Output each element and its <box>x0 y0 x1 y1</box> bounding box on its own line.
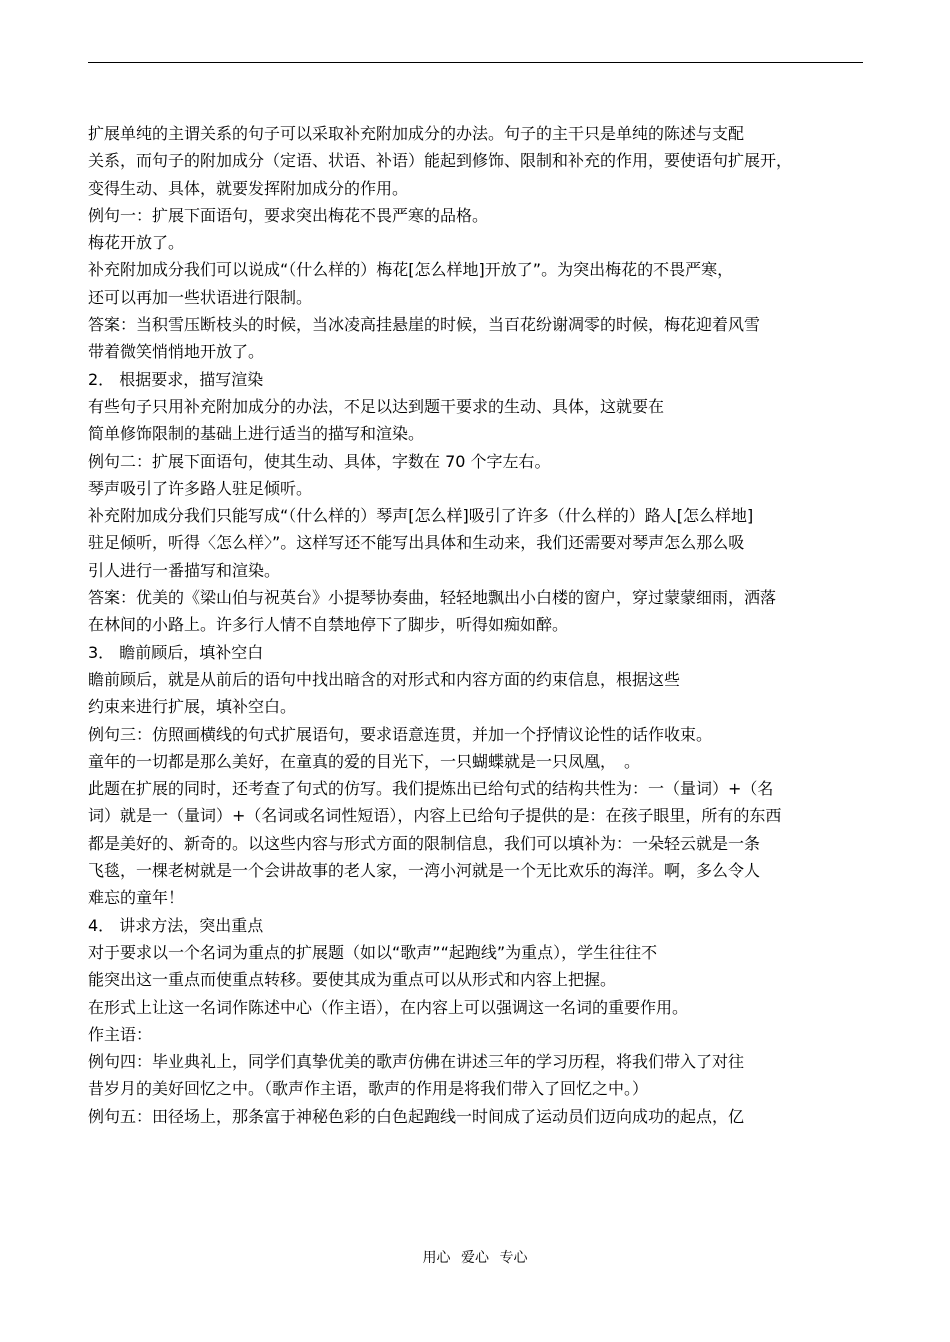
text-line: 答案：优美的《梁山伯与祝英台》小提琴协奏曲，轻轻地飘出小白楼的窗户，穿过蒙蒙细雨，洒落 <box>88 588 777 608</box>
text-line: 在形式上让这一名词作陈述中心（作主语），在内容上可以强调这一名词的重要作用。 <box>88 997 689 1017</box>
text-line: 例句四：毕业典礼上，同学们真挚优美的歌声仿佛在讲述三年的学习历程，将我们带入了对往 <box>88 1052 745 1072</box>
text-line: 例句二：扩展下面语句，使其生动、具体，字数在 70 个字左右。 <box>88 451 551 471</box>
text-line: 带着微笑悄悄地开放了。 <box>88 342 265 362</box>
text-line: 词）就是一（量词）+（名词或名词性短语），内容上已给句子提供的是：在孩子眼里，所有的东西 <box>88 806 782 826</box>
text-line: 作主语： <box>88 1024 153 1044</box>
text-line: 例句五：田径场上，那条富于神秘色彩的白色起跑线一时间成了运动员们迈向成功的起点，亿 <box>88 1106 745 1126</box>
header-rule <box>88 62 863 63</box>
text-line: 补充附加成分我们只能写成“（什么样的）琴声[怎么样]吸引了许多（什么样的）路人[怎么样地] <box>88 506 754 526</box>
text-line: 引人进行一番描写和渲染。 <box>88 560 281 580</box>
text-line: 2． 根据要求，描写渲染 <box>88 369 264 389</box>
text-line: 能突出这一重点而使重点转移。要使其成为重点可以从形式和内容上把握。 <box>88 970 617 990</box>
text-line: 3． 瞻前顾后，填补空白 <box>88 642 264 662</box>
text-line: 有些句子只用补充附加成分的办法，不足以达到题干要求的生动、具体，这就要在 <box>88 396 665 416</box>
text-line: 关系，而句子的附加成分（定语、状语、补语）能起到修饰、限制和补充的作用，要使语句扩展开， <box>88 151 793 171</box>
text-line: 还可以再加一些状语进行限制。 <box>88 287 313 307</box>
text-line: 瞻前顾后，就是从前后的语句中找出暗含的对形式和内容方面的约束信息，根据这些 <box>88 669 681 689</box>
text-line: 补充附加成分我们可以说成“（什么样的）梅花[怎么样地]开放了”。为突出梅花的不畏严寒， <box>88 260 734 280</box>
document-body <box>88 120 868 1130</box>
text-line: 答案：当积雪压断枝头的时候，当冰凌高挂悬崖的时候，当百花纷谢凋零的时候，梅花迎着风雪 <box>88 315 761 335</box>
text-line: 琴声吸引了许多路人驻足倾听。 <box>88 478 313 498</box>
text-line: 简单修饰限制的基础上进行适当的描写和渲染。 <box>88 424 425 444</box>
text-line: 昔岁月的美好回忆之中。（歌声作主语，歌声的作用是将我们带入了回忆之中。） <box>88 1079 649 1099</box>
text-line: 约束来进行扩展，填补空白。 <box>88 697 297 717</box>
text-line: 变得生动、具体，就要发挥附加成分的作用。 <box>88 178 409 198</box>
text-line: 难忘的童年！ <box>88 888 185 908</box>
text-line: 飞毯，一棵老树就是一个会讲故事的老人家，一湾小河就是一个无比欢乐的海洋。啊，多么令人 <box>88 861 761 881</box>
text-line: 都是美好的、新奇的。以这些内容与形式方面的限制信息，我们可以填补为：一朵轻云就是一条 <box>88 833 761 853</box>
text-line: 在林间的小路上。许多行人情不自禁地停下了脚步，听得如痴如醉。 <box>88 615 569 635</box>
text-line: 4． 讲求方法，突出重点 <box>88 915 264 935</box>
text-line: 例句三：仿照画横线的句式扩展语句，要求语意连贯，并加一个抒情议论性的话作收束。 <box>88 724 713 744</box>
text-line: 驻足倾听，听得〈怎么样〉”。这样写还不能写出具体和生动来，我们还需要对琴声怎么那么吸 <box>88 533 745 553</box>
text-line: 童年的一切都是那么美好，在童真的爱的目光下，一只蝴蝶就是一只凤凰， 。 <box>88 751 641 771</box>
text-line: 此题在扩展的同时，还考查了句式的仿写。我们提炼出已给句式的结构共性为：一（量词）+（名 <box>88 779 774 799</box>
text-line: 梅花开放了。 <box>88 233 185 253</box>
text-line: 对于要求以一个名词为重点的扩展题（如以“歌声”“起跑线”为重点），学生往往不 <box>88 942 658 962</box>
text-line: 扩展单纯的主谓关系的句子可以采取补充附加成分的办法。句子的主干只是单纯的陈述与支配 <box>88 124 745 143</box>
text-line: 例句一：扩展下面语句，要求突出梅花不畏严寒的品格。 <box>88 205 489 225</box>
page-footer: 用心 爱心 专心 <box>422 1250 528 1266</box>
